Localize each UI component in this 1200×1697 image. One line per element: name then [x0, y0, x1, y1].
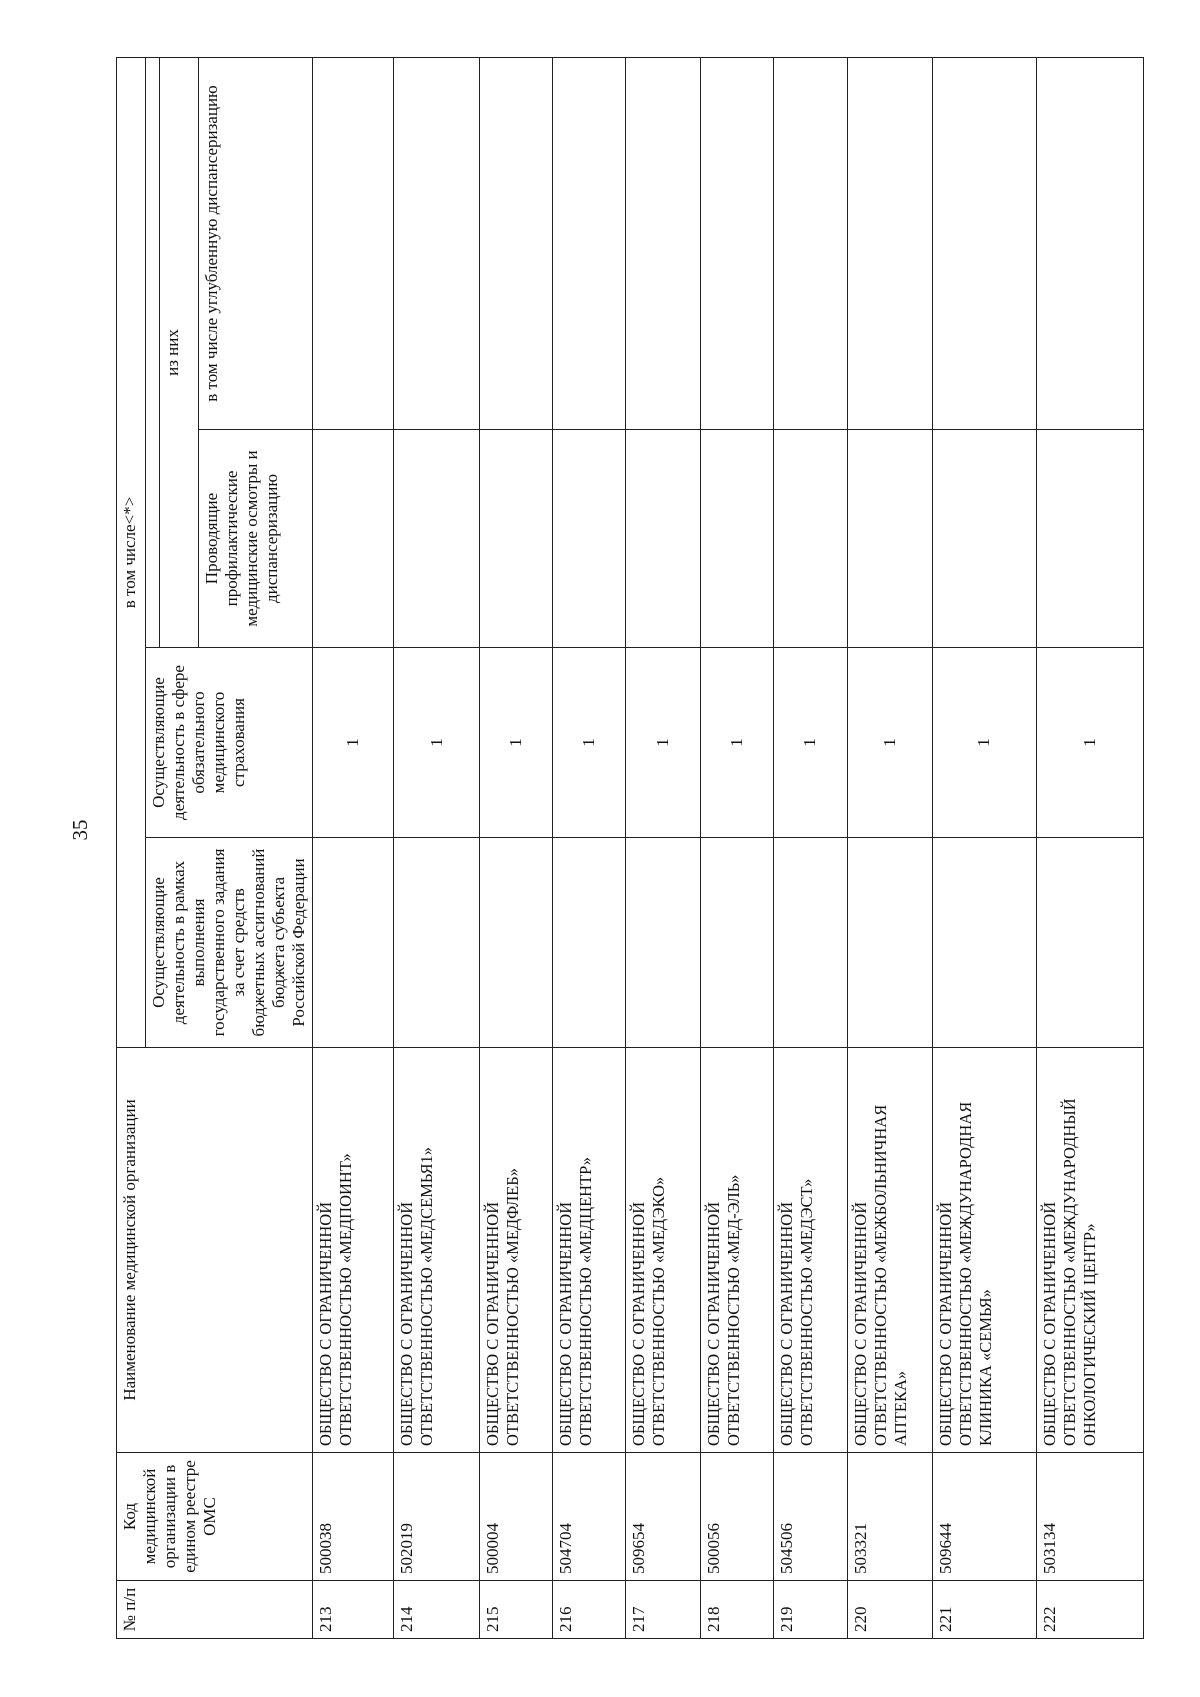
row-oms: 1: [313, 648, 394, 838]
row-oms: 1: [552, 648, 625, 838]
table-row: [847, 58, 933, 1639]
row-code: 504506: [774, 1453, 847, 1581]
row-code: 504704: [552, 1453, 625, 1581]
row-oms: 1: [393, 648, 480, 838]
row-oms: 1: [847, 648, 933, 838]
row-budget: [393, 838, 480, 1048]
header-deep: в том числе углубленную диспансеризацию: [198, 58, 312, 430]
row-budget: [933, 838, 1037, 1048]
row-oms: 1: [1036, 648, 1143, 838]
row-deep: [393, 58, 480, 430]
table-body: [313, 58, 1144, 1639]
row-budget: [1036, 838, 1143, 1048]
header-oms: Осуществляющие деятельность в сфере обязательного медицинского страхования: [146, 648, 313, 838]
row-prof: [847, 430, 933, 648]
row-name: ОБЩЕСТВО С ОГРАНИЧЕННОЙ ОТВЕТСТВЕННОСТЬЮ «МЕДСЕМЬЯ1»: [393, 1048, 480, 1453]
row-name: ОБЩЕСТВО С ОГРАНИЧЕННОЙ ОТВЕТСТВЕННОСТЬЮ «МЕДФЛЕБ»: [480, 1048, 552, 1453]
row-budget: [774, 838, 847, 1048]
row-number: 219: [774, 1581, 847, 1639]
table-row: [1036, 58, 1143, 1639]
row-deep: [313, 58, 394, 430]
row-number: 216: [552, 1581, 625, 1639]
row-code: 500038: [313, 1453, 394, 1581]
row-budget: [700, 838, 773, 1048]
table-row: [393, 58, 480, 1639]
row-prof: [933, 430, 1037, 648]
rotated-table-sheet: [116, 58, 1104, 1639]
row-number: 218: [700, 1581, 773, 1639]
row-deep: [626, 58, 701, 430]
row-name: ОБЩЕСТВО С ОГРАНИЧЕННОЙ ОТВЕТСТВЕННОСТЬЮ «МЕДЦЕНТР»: [552, 1048, 625, 1453]
row-code: 509654: [626, 1453, 701, 1581]
row-budget: [847, 838, 933, 1048]
row-prof: [393, 430, 480, 648]
row-number: 217: [626, 1581, 701, 1639]
row-name: ОБЩЕСТВО С ОГРАНИЧЕННОЙ ОТВЕТСТВЕННОСТЬЮ «МЕЖДУНАРОДНЫЙ ОНКОЛОГИЧЕСКИЙ ЦЕНТР»: [1036, 1048, 1143, 1453]
row-budget: [626, 838, 701, 1048]
row-deep: [700, 58, 773, 430]
row-prof: [774, 430, 847, 648]
table-row: [933, 58, 1037, 1639]
row-deep: [774, 58, 847, 430]
table-row: [480, 58, 552, 1639]
page-number: 35: [68, 819, 92, 841]
header-code: Код медицинской организации в едином реестре ОМС: [117, 1453, 313, 1581]
row-number: 214: [393, 1581, 480, 1639]
table-row: [552, 58, 625, 1639]
header-budget: Осуществляющие деятельность в рамках выполнения государственного задания за счет средств бюджетных ассигнований бюджета субъекта Российской Федерации: [146, 838, 313, 1048]
row-prof: [480, 430, 552, 648]
header-prof: Проводящие профилактические медицинские осмотры и диспансеризацию: [198, 430, 312, 648]
row-number: 221: [933, 1581, 1037, 1639]
table-row: [700, 58, 773, 1639]
row-name: ОБЩЕСТВО С ОГРАНИЧЕННОЙ ОТВЕТСТВЕННОСТЬЮ «МЕЖДУНАРОДНАЯ КЛИНИКА «СЕМЬЯ»: [933, 1048, 1037, 1453]
row-deep: [933, 58, 1037, 430]
row-prof: [552, 430, 625, 648]
row-name: ОБЩЕСТВО С ОГРАНИЧЕННОЙ ОТВЕТСТВЕННОСТЬЮ «МЕД-ЭЛЬ»: [700, 1048, 773, 1453]
table-row: [313, 58, 394, 1639]
row-oms: 1: [480, 648, 552, 838]
row-budget: [552, 838, 625, 1048]
row-prof: [313, 430, 394, 648]
row-oms: 1: [774, 648, 847, 838]
row-code: 509644: [933, 1453, 1037, 1581]
table-row: [626, 58, 701, 1639]
row-code: 502019: [393, 1453, 480, 1581]
row-name: ОБЩЕСТВО С ОГРАНИЧЕННОЙ ОТВЕТСТВЕННОСТЬЮ «МЕДЭКО»: [626, 1048, 701, 1453]
row-number: 222: [1036, 1581, 1143, 1639]
row-code: 503134: [1036, 1453, 1143, 1581]
table-row: [774, 58, 847, 1639]
row-oms: 1: [933, 648, 1037, 838]
header-spacer: [146, 58, 160, 648]
row-number: 213: [313, 1581, 394, 1639]
row-deep: [847, 58, 933, 430]
row-deep: [552, 58, 625, 430]
row-prof: [1036, 430, 1143, 648]
row-name: ОБЩЕСТВО С ОГРАНИЧЕННОЙ ОТВЕТСТВЕННОСТЬЮ «МЕДПОИНТ»: [313, 1048, 394, 1453]
row-prof: [700, 430, 773, 648]
row-number: 215: [480, 1581, 552, 1639]
row-oms: 1: [700, 648, 773, 838]
header-of-them: из них: [160, 58, 198, 648]
row-deep: [1036, 58, 1143, 430]
row-code: 503321: [847, 1453, 933, 1581]
row-name: ОБЩЕСТВО С ОГРАНИЧЕННОЙ ОТВЕТСТВЕННОСТЬЮ «МЕДЭСТ»: [774, 1048, 847, 1453]
row-code: 500056: [700, 1453, 773, 1581]
medical-organizations-table: [116, 57, 1144, 1639]
row-prof: [626, 430, 701, 648]
row-budget: [313, 838, 394, 1048]
header-name: Наименование медицинской организации: [117, 1048, 313, 1453]
row-code: 500004: [480, 1453, 552, 1581]
header-number: № п/п: [117, 1581, 313, 1639]
row-number: 220: [847, 1581, 933, 1639]
row-budget: [480, 838, 552, 1048]
row-deep: [480, 58, 552, 430]
row-oms: 1: [626, 648, 701, 838]
row-name: ОБЩЕСТВО С ОГРАНИЧЕННОЙ ОТВЕТСТВЕННОСТЬЮ «МЕЖБОЛЬНИЧНАЯ АПТЕКА»: [847, 1048, 933, 1453]
header-including: в том числе<*>: [117, 58, 146, 1048]
